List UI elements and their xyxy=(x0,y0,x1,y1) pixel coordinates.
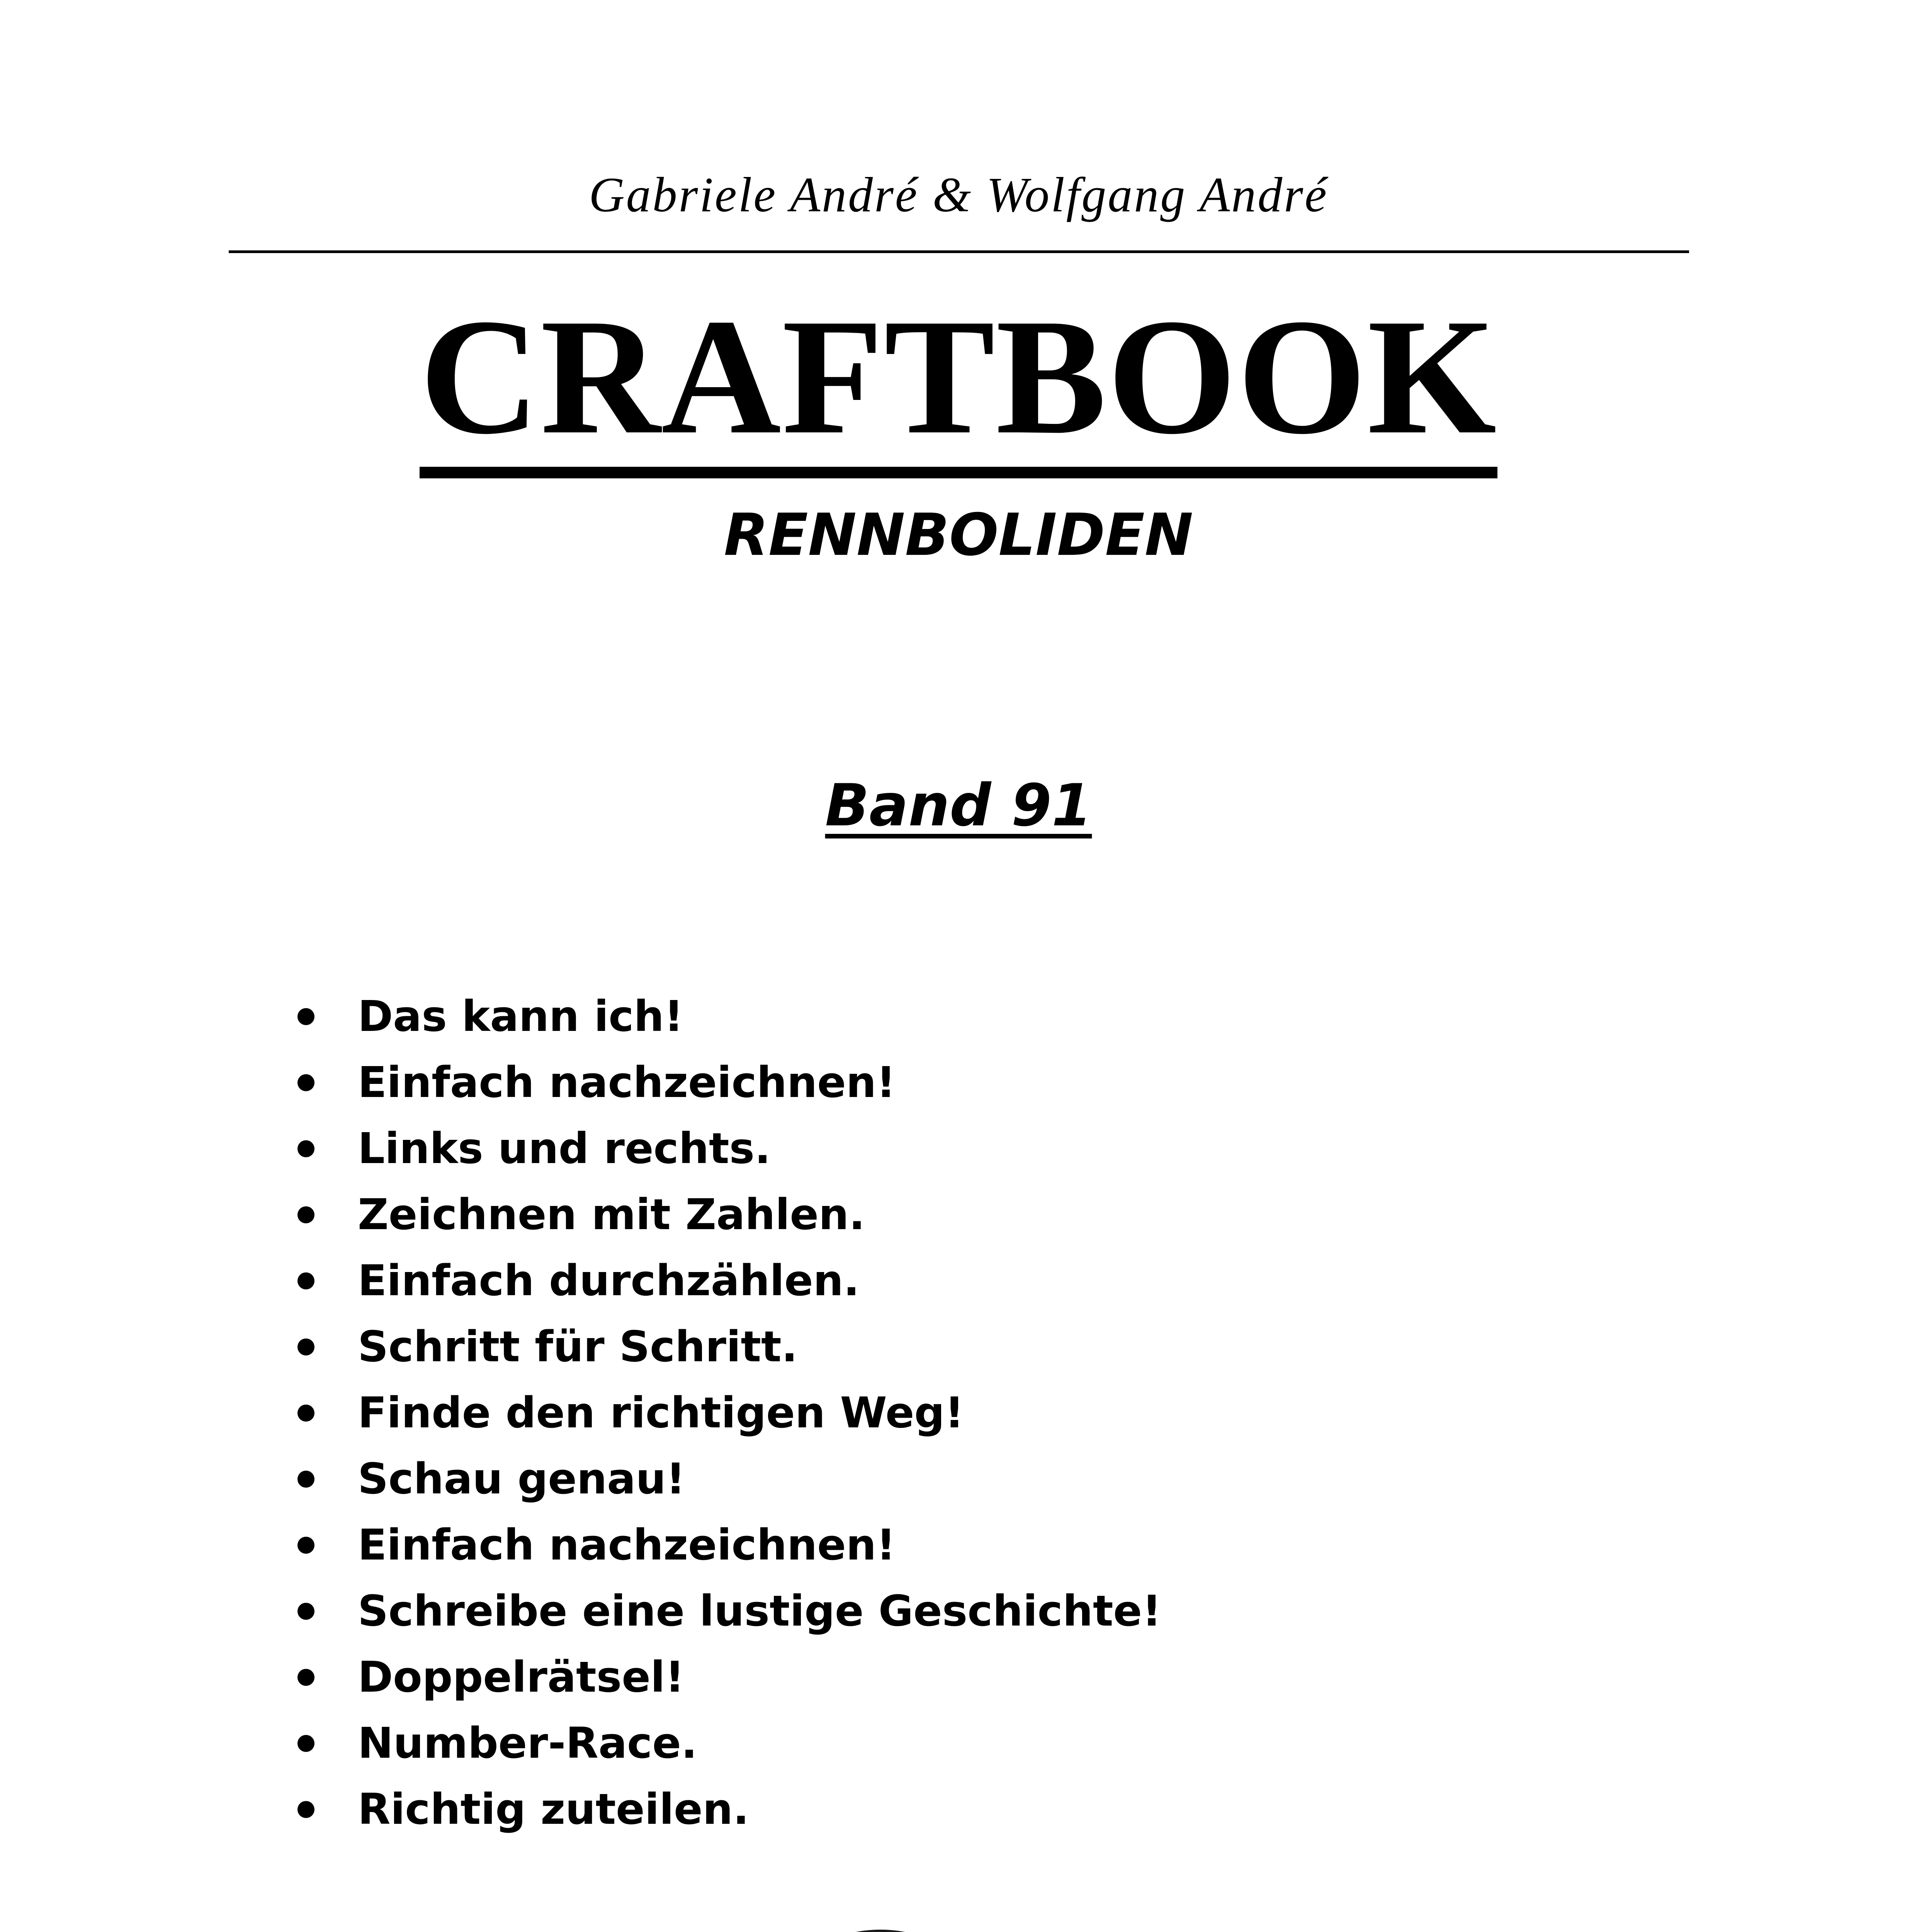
header-divider xyxy=(229,250,1689,253)
list-item-text: Einfach nachzeichnen! xyxy=(358,1058,896,1107)
list-item-text: Das kann ich! xyxy=(358,992,683,1041)
list-item xyxy=(297,1182,1161,1248)
list-item-text: Einfach durchzählen. xyxy=(358,1256,860,1305)
list-item xyxy=(297,1710,1161,1776)
list-item-text: Finde den richtigen Weg! xyxy=(358,1388,964,1437)
list-item xyxy=(297,1644,1161,1710)
list-item xyxy=(297,1116,1161,1182)
list-item-text: Doppelrätsel! xyxy=(358,1652,685,1702)
bullet-icon xyxy=(297,1603,314,1620)
bullet-icon xyxy=(297,1405,314,1422)
list-item xyxy=(297,1380,1161,1446)
volume-label xyxy=(0,772,1917,839)
list-item-text: Number-Race. xyxy=(358,1718,697,1768)
volume-text: Band 91 xyxy=(825,772,1092,839)
bullet-icon xyxy=(297,1669,314,1686)
book-subtitle: RENNBOLIDEN xyxy=(724,502,1193,569)
list-item xyxy=(297,1578,1161,1644)
bullet-icon xyxy=(297,1338,314,1355)
list-item xyxy=(297,1776,1161,1842)
author-line: Gabriele André & Wolfgang André xyxy=(589,167,1328,222)
list-item-text: Zeichnen mit Zahlen. xyxy=(358,1190,865,1239)
list-item xyxy=(297,1446,1161,1512)
list-item xyxy=(297,983,1161,1049)
bullet-icon xyxy=(297,1735,314,1752)
list-item xyxy=(297,1248,1161,1314)
list-item-text: Links und rechts. xyxy=(358,1124,771,1173)
list-item-text: Schreibe eine lustige Geschichte! xyxy=(358,1586,1162,1636)
book-title: CRAFTBOOK xyxy=(420,294,1497,478)
bullet-icon xyxy=(297,1008,314,1025)
list-item-text: Schau genau! xyxy=(358,1454,685,1503)
bullet-icon xyxy=(297,1801,314,1818)
bullet-icon xyxy=(297,1471,314,1488)
cartoon-race-car-driver-icon xyxy=(417,1920,1514,1932)
bullet-icon xyxy=(297,1272,314,1289)
list-item-text: Schritt für Schritt. xyxy=(358,1322,798,1371)
list-item xyxy=(297,1049,1161,1116)
list-item-text: Richtig zuteilen. xyxy=(358,1784,749,1834)
list-item xyxy=(297,1314,1161,1380)
bullet-icon xyxy=(297,1206,314,1223)
list-item-text: Einfach nachzeichnen! xyxy=(358,1520,896,1570)
bullet-icon xyxy=(297,1074,314,1091)
list-item xyxy=(297,1512,1161,1578)
contents-list xyxy=(297,983,1161,1842)
bullet-icon xyxy=(297,1140,314,1157)
bullet-icon xyxy=(297,1537,314,1554)
title-block xyxy=(0,285,1917,478)
